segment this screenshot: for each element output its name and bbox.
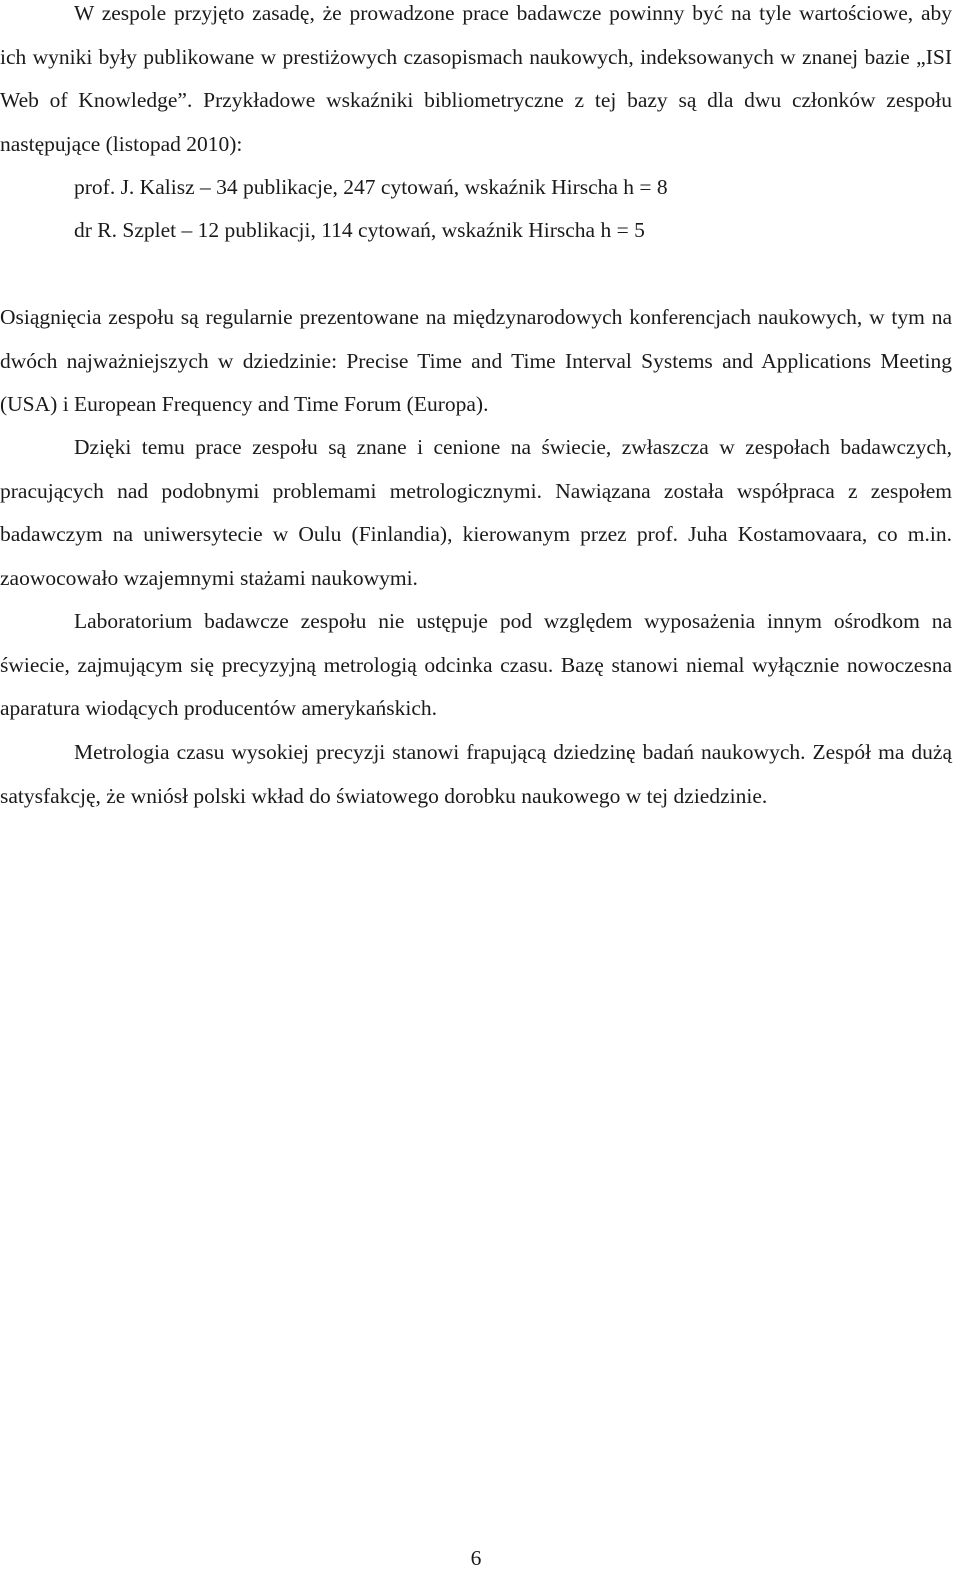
paragraph-conferences: Osiągnięcia zespołu są regularnie prezentowane na międzynarodowych konferencjach naukowych, w tym na dwóch najważniejszych w dziedzinie: Precise Time and Time Interval Systems and Applications Meeting (USA) i European Frequency and Time Forum (Europa).	[0, 305, 952, 416]
metric-line-kalisz: prof. J. Kalisz – 34 publikacje, 247 cytowań, wskaźnik Hirscha h = 8	[74, 175, 668, 199]
paragraph-summary: Metrologia czasu wysokiej precyzji stanowi frapującą dziedzinę badań naukowych. Zespół ma dużą satysfakcję, że wniósł polski wkład do światowego dorobku naukowego w tej dziedzinie.	[0, 740, 952, 808]
paragraph-publication-policy: W zespole przyjęto zasadę, że prowadzone prace badawcze powinny być na tyle wartościowe, aby ich wyniki były publikowane w prestiżowych czasopismach naukowych, indeksowanych w znanej bazie „ISI Web of Knowledge”. Przykładowe wskaźniki bibliometryczne z tej bazy są dla dwu członków zespołu następujące (listopad 2010):	[0, 1, 952, 156]
metric-line-szplet: dr R. Szplet – 12 publikacji, 114 cytowań, wskaźnik Hirscha h = 5	[74, 218, 645, 242]
paragraph-laboratory: Laboratorium badawcze zespołu nie ustępuje pod względem wyposażenia innym ośrodkom na świecie, zajmującym się precyzyjną metrologią odcinka czasu. Bazę stanowi niemal wyłącznie nowoczesna aparatura wiodących producentów amerykańskich.	[0, 609, 952, 720]
page-number: 6	[470, 1546, 482, 1570]
paragraph-cooperation: Dzięki temu prace zespołu są znane i cenione na świecie, zwłaszcza w zespołach badawczych, pracujących nad podobnymi problemami metrologicznymi. Nawiązana została współpraca z zespołem badawczym na uniwersytecie w Oulu (Finlandia), kierowanym przez prof. Juha Kostamovaara, co m.in. zaowocowało wzajemnymi stażami naukowymi.	[0, 435, 952, 590]
